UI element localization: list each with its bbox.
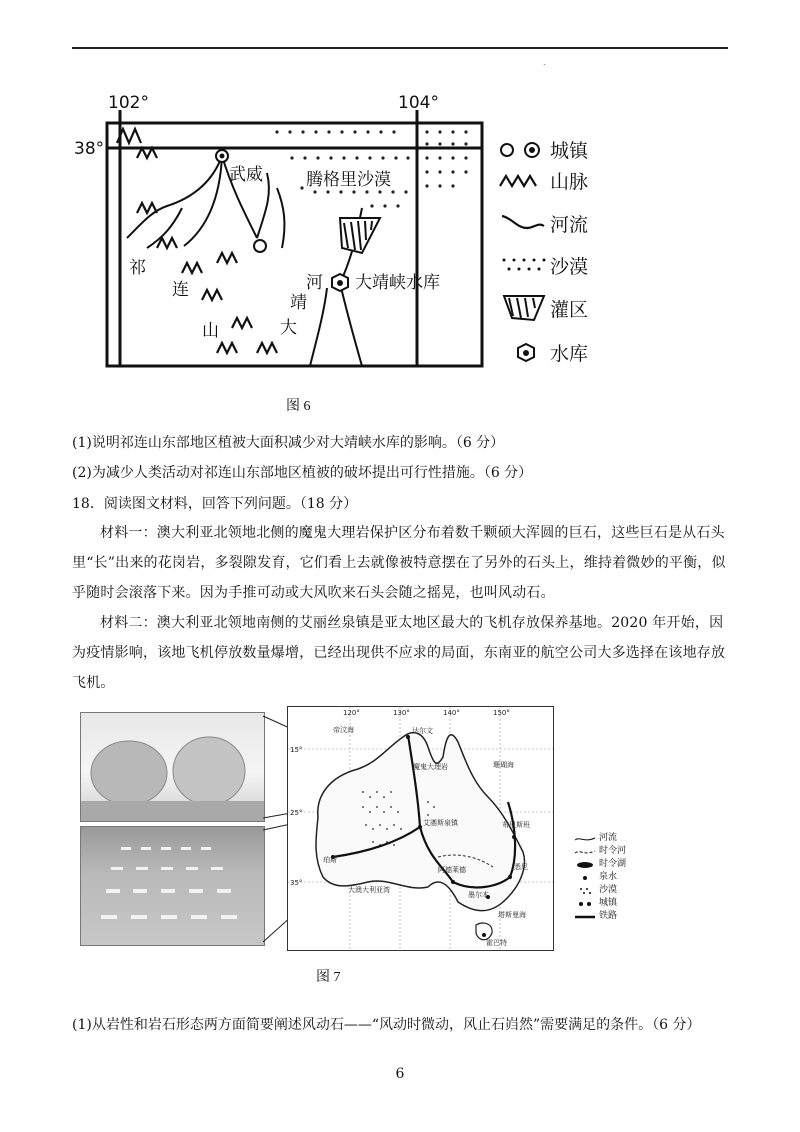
map7-adelaide: 阿德莱德: [438, 866, 466, 874]
map7-melbourne: 墨尔本: [468, 891, 489, 899]
jing-label: 靖: [290, 293, 307, 313]
shan-label: 山: [202, 321, 219, 341]
material-1: 材料一：澳大利亚北领地北侧的魔鬼大理岩保护区分布着数千颗硕大浑圆的巨石，这些巨石是从石头里“长”出来的花岗岩，多裂隙发育，它们看上去就像被特意摆在了另外的石头上，维持着微妙的平衡，似乎随时会滚落下来。因为手推可动或大风吹来石头会随之摇晃，也叫风动石。: [72, 525, 726, 601]
map7-great-bight: 大澳大利亚湾: [348, 886, 390, 894]
qi-label: 祁: [129, 258, 146, 278]
lon-102-label: 102°: [108, 93, 149, 113]
header-mark: .: [543, 58, 546, 67]
legend-desert-label: 沙漠: [550, 256, 589, 278]
legend-reservoir-label: 水库: [550, 343, 589, 365]
lat-38-label: 38°: [74, 139, 105, 159]
map7-hobart: 霍巴特: [486, 939, 507, 947]
figure-6-caption: 图 6: [286, 399, 311, 414]
map7-lat-25: 25°: [290, 809, 303, 817]
lian-label: 连: [172, 280, 189, 300]
map7-coral-sea: 珊瑚海: [493, 761, 514, 769]
legend-river-label: 河流: [550, 214, 589, 236]
map7-perth: 珀斯: [323, 856, 337, 864]
legend-mountain-label: 山脉: [550, 171, 589, 193]
page-number: 6: [395, 1066, 405, 1082]
map7-lat-15: 15°: [290, 746, 303, 754]
lon-104-label: 104°: [398, 93, 439, 113]
tengger-desert-label: 腾格里沙漠: [306, 170, 391, 190]
map7-lon-150: 150°: [493, 709, 510, 717]
legend7-seasonal-lake: 时令湖: [599, 859, 627, 869]
map7-lat-35: 35°: [290, 879, 303, 887]
australia-map: [287, 706, 554, 951]
map7-lon-120: 120°: [343, 709, 360, 717]
question-18-title: 18．阅读图文材料，回答下列问题。（18 分）: [72, 496, 358, 512]
wuwei-label: 武威: [229, 165, 263, 185]
map7-devils-marbles: 魔鬼大理岩: [413, 763, 448, 771]
map7-alice-springs: 艾丽斯泉镇: [423, 819, 458, 827]
map7-timor-sea: 帝汶海: [333, 726, 354, 734]
material-2: 材料二：澳大利亚北领地南侧的艾丽丝泉镇是亚太地区最大的飞机存放保养基地。2020 年开始，因为疫情影响，该地飞机停放数量爆增，已经出现供不应求的局面，东南亚的航空公司大多选择在该地存放飞机。: [72, 615, 726, 691]
legend7-desert: 沙漠: [599, 885, 618, 895]
map7-brisbane: 布里斯班: [502, 821, 530, 829]
legend7-seasonal-river: 时令河: [599, 846, 627, 856]
da-label: 大: [280, 318, 297, 338]
map7-darwin: 达尔文: [412, 727, 433, 735]
figure-7-caption: 图 7: [316, 970, 341, 985]
question-18-1: (1)从岩性和岩石形态两方面简要阐述风动石——“风动时微动，风止石岿然”需要满足的条件。（6 分）: [72, 1017, 701, 1033]
legend-irrigation-label: 灌区: [550, 299, 589, 321]
legend7-railway: 铁路: [599, 911, 618, 921]
he-label: 河: [306, 273, 323, 293]
map7-lon-140: 140°: [443, 709, 460, 717]
question-17-1: (1)说明祁连山东部地区植被大面积减少对大靖峡水库的影响。（6 分）: [72, 435, 505, 451]
map7-sydney: 悉尼: [514, 863, 528, 871]
map7-lon-130: 130°: [393, 709, 410, 717]
legend7-spring: 泉水: [599, 872, 618, 882]
reservoir-label: 大靖峡水库: [355, 273, 440, 293]
legend-town-label: 城镇: [550, 140, 589, 162]
tasmania-outline: [476, 923, 492, 940]
question-17-2: (2)为减少人类活动对祁连山东部地区植被的破坏提出可行性措施。（6 分）: [72, 465, 533, 481]
figure-7-legend: [574, 832, 626, 923]
legend7-town: 城镇: [599, 898, 618, 908]
map7-tasman-sea: 塔斯曼海: [498, 911, 526, 919]
legend7-river: 河流: [599, 833, 618, 843]
